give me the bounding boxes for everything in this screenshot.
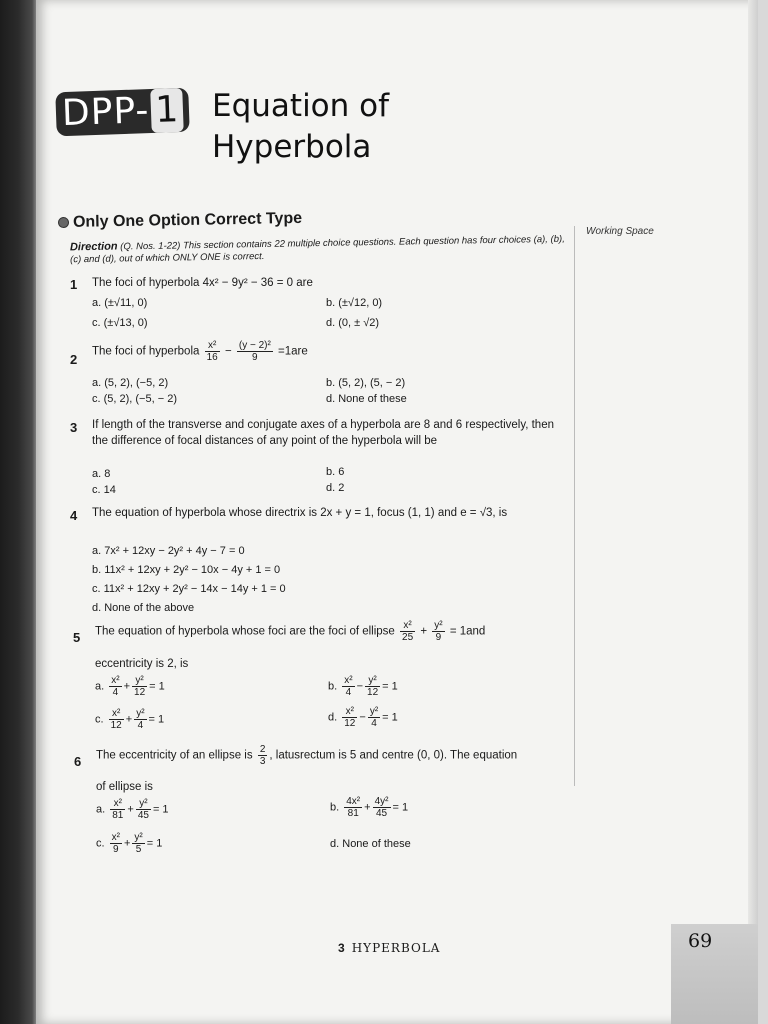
question-number: 1	[70, 277, 78, 292]
option-b: b. 11x² + 12xy + 2y² − 10x − 4y + 1 = 0	[92, 564, 281, 576]
direction-text: Direction (Q. Nos. 1-22) This section contains 22 multiple choice questions. Each question has four choices (a), (b), (c) and (d), out of which ONLY ONE is correct.	[69, 233, 565, 266]
option-b: b. 6	[326, 466, 345, 478]
question-text: The equation of hyperbola whose directrix is 2x + y = 1, focus (1, 1) and e = √3, is	[92, 507, 508, 519]
option-d: d. None of these	[326, 393, 407, 405]
question-text: If length of the transverse and conjugate axes of a hyperbola are 8 and 6 respectively, then the difference of focal distances of any point of the hyperbola will be	[92, 419, 554, 447]
option-d: d. None of these	[330, 838, 411, 850]
dpp-badge: DPP- 1	[55, 88, 190, 137]
fraction: $\frac{\text{x²}}{25}$	[402, 620, 414, 643]
page-number: 69	[688, 930, 713, 952]
option-c: c. 11x² + 12xy + 2y² − 14x − 14y + 1 = 0	[92, 583, 286, 595]
question-text: The equation of hyperbola whose foci are the foci of ellipse $\frac{\text{x²}}{25}$ + $\frac{\text{y²}}{9}$ = 1and	[95, 620, 486, 643]
question-number: 3	[70, 420, 78, 435]
option-a: a. (5, 2), (−5, 2)	[92, 377, 169, 389]
fraction: $\frac{\text{y²}}{9}$	[434, 620, 443, 643]
option-d: d. None of the above	[92, 602, 195, 614]
option-b: b. (5, 2), (5, − 2)	[326, 377, 406, 389]
option-d: d. 2	[326, 482, 345, 494]
option-a: a. 7x² + 12xy − 2y² + 4y − 7 = 0	[92, 545, 245, 557]
section-heading: Only One Option Correct Type	[58, 210, 302, 232]
option-d: d. (0, ± √2)	[326, 317, 380, 329]
question-text: The foci of hyperbola $\frac{\text{x²}}{16}$ − $\frac{\text{(y − 2)²}}{9}$ =1are	[92, 340, 308, 363]
question-text: The eccentricity of an ellipse is $\frac{2}{3}$ , latusrectum is 5 and centre (0, 0). The equation	[96, 744, 518, 767]
fraction: $\frac{\text{(y − 2)²}}{9}$	[238, 340, 271, 363]
question-text-line2: of ellipse is	[96, 781, 153, 793]
option-d: d. $\frac{\text{x²}}{12}$ − $\frac{\text{y²}}{4}$ = 1	[328, 706, 398, 729]
page-title: Equation of Hyperbola	[212, 88, 390, 165]
option-a: a. (±√11, 0)	[92, 297, 148, 309]
option-c: c. $\frac{\text{x²}}{9}$ + $\frac{\text{y²}}{5}$ = 1	[96, 832, 163, 855]
option-c: c. 14	[92, 484, 116, 496]
question-number: 6	[74, 754, 82, 769]
page-number-box	[671, 924, 758, 1024]
option-a: a. $\frac{\text{x²}}{4}$ + $\frac{\text{y²}}{12}$ = 1	[95, 675, 165, 698]
fraction: $\frac{2}{3}$	[259, 744, 266, 767]
option-a: a. 8	[92, 468, 111, 480]
question-number: 4	[70, 508, 78, 523]
bullet-icon	[58, 217, 69, 228]
question-number: 2	[70, 352, 78, 367]
option-b: b. $\frac{\text{x²}}{4}$ − $\frac{\text{y²}}{12}$ = 1	[328, 675, 398, 698]
fraction: $\frac{\text{x²}}{16}$	[206, 340, 218, 363]
option-c: c. (±√13, 0)	[92, 317, 148, 329]
option-a: a. $\frac{\text{x²}}{81}$ + $\frac{\text{y²}}{45}$ = 1	[96, 798, 169, 821]
question-number: 5	[73, 630, 81, 645]
chapter-footer: 3 HYPERBOLA	[338, 941, 441, 955]
book-spine-shadow	[0, 0, 40, 1024]
question-text-line2: eccentricity is 2, is	[95, 658, 189, 670]
question-text: The foci of hyperbola 4x² − 9y² − 36 = 0 are	[92, 277, 313, 289]
option-c: c. $\frac{\text{x²}}{12}$ + $\frac{\text{y²}}{4}$ = 1	[95, 708, 165, 731]
option-c: c. (5, 2), (−5, − 2)	[92, 393, 177, 405]
option-b: b. (±√12, 0)	[326, 297, 383, 309]
option-b: b. $\frac{\text{4x²}}{81}$ + $\frac{\text{4y²}}{45}$ = 1	[330, 796, 409, 819]
page-edge	[748, 0, 758, 1024]
column-divider	[574, 226, 575, 786]
working-space-label: Working Space	[586, 226, 654, 237]
